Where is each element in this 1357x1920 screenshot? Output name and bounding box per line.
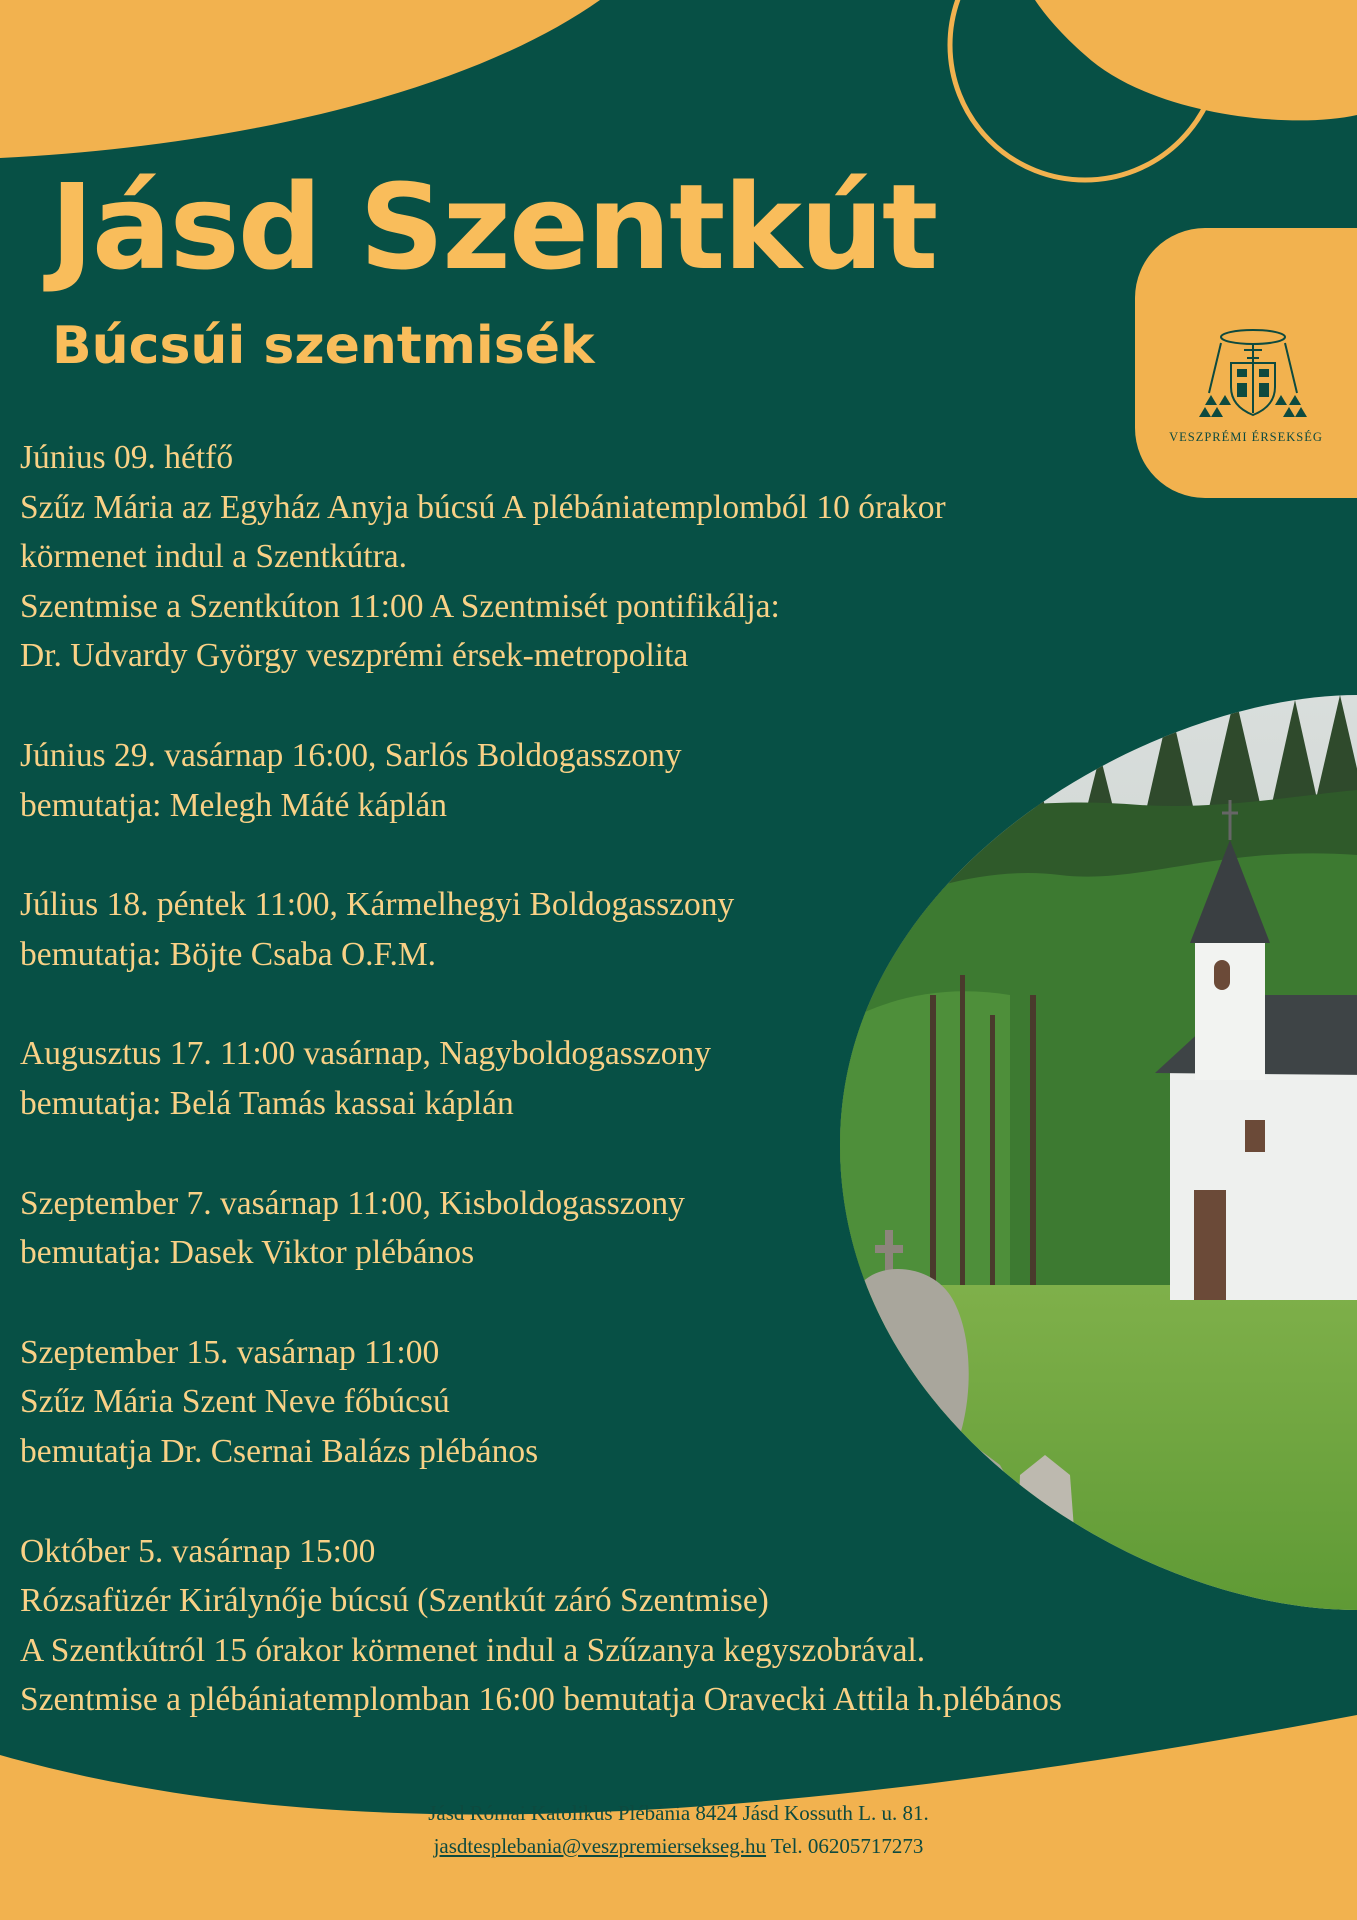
top-left-wave — [0, 0, 600, 158]
event-july-18 — [20, 880, 1300, 979]
event-line: Július 18. péntek 11:00, Kármelhegyi Boldogasszony — [20, 886, 735, 924]
event-line: Szentmise a Szentkúton 11:00 A Szentmisét pontifikálja: — [20, 587, 780, 625]
event-line: Szentmise a plébániatemplomban 16:00 bemutatja Oravecki Attila h.plébános — [20, 1681, 1062, 1719]
event-line: Június 09. hétfő — [20, 439, 234, 476]
event-line: Rózsafüzér Királynője búcsú (Szentkút záró Szentmise) — [20, 1582, 769, 1620]
event-line: bemutatja: Belá Tamás kassai káplán — [20, 1084, 514, 1122]
footer-address: Jásd Római Katolikus Plébánia 8424 Jásd Kossuth L. u. 81. — [428, 1801, 929, 1825]
event-line: Szűz Mária Szent Neve főbúcsú — [20, 1383, 450, 1421]
event-line: bemutatja: Böjte Csaba O.F.M. — [20, 935, 437, 973]
page-subtitle: Búcsúi szentmisék — [52, 316, 595, 376]
event-line: bemutatja: Melegh Máté káplán — [20, 786, 447, 824]
event-line: Október 5. vasárnap 15:00 — [20, 1532, 376, 1570]
event-september-07 — [20, 1179, 1300, 1278]
page-title: Jásd Szentkút — [50, 158, 937, 296]
footer-contact — [0, 1830, 1357, 1863]
email-link[interactable]: jasdtesplebania@veszpremiersekseg.hu — [433, 1834, 767, 1858]
event-line: Szűz Mária az Egyház Anyja búcsú A plébániatemplomból 10 órakor — [20, 488, 946, 526]
event-line: Szeptember 15. vasárnap 11:00 — [20, 1333, 440, 1371]
footer-phone: Tel. 06205717273 — [766, 1834, 924, 1858]
event-line: bemutatja: Dasek Viktor plébános — [20, 1234, 475, 1272]
event-line: bemutatja Dr. Csernai Balázs plébános — [20, 1432, 539, 1470]
event-line: A Szentkútról 15 órakor körmenet indul a Szűzanya kegyszobrával. — [20, 1631, 926, 1669]
event-june-09 — [20, 433, 1300, 681]
event-line: Június 29. vasárnap 16:00, Sarlós Boldogasszony — [20, 736, 682, 774]
event-august-17 — [20, 1029, 1300, 1128]
archdiocese-crest-icon — [1197, 323, 1309, 423]
event-line: Augusztus 17. 11:00 vasárnap, Nagyboldogasszony — [20, 1035, 711, 1073]
event-list — [20, 433, 1300, 1725]
top-right-blob — [1035, 0, 1357, 120]
event-line: körmenet indul a Szentkútra. — [20, 538, 408, 576]
event-line: Dr. Udvardy György veszprémi érsek-metropolita — [20, 637, 689, 675]
event-line: Szeptember 7. vasárnap 11:00, Kisboldogasszony — [20, 1184, 685, 1222]
footer — [0, 1797, 1357, 1863]
event-october-05 — [20, 1527, 1300, 1725]
archdiocese-name: VESZPRÉMI ÉRSEKSÉG — [1169, 430, 1323, 444]
event-june-29 — [20, 731, 1300, 830]
event-september-15 — [20, 1328, 1300, 1477]
